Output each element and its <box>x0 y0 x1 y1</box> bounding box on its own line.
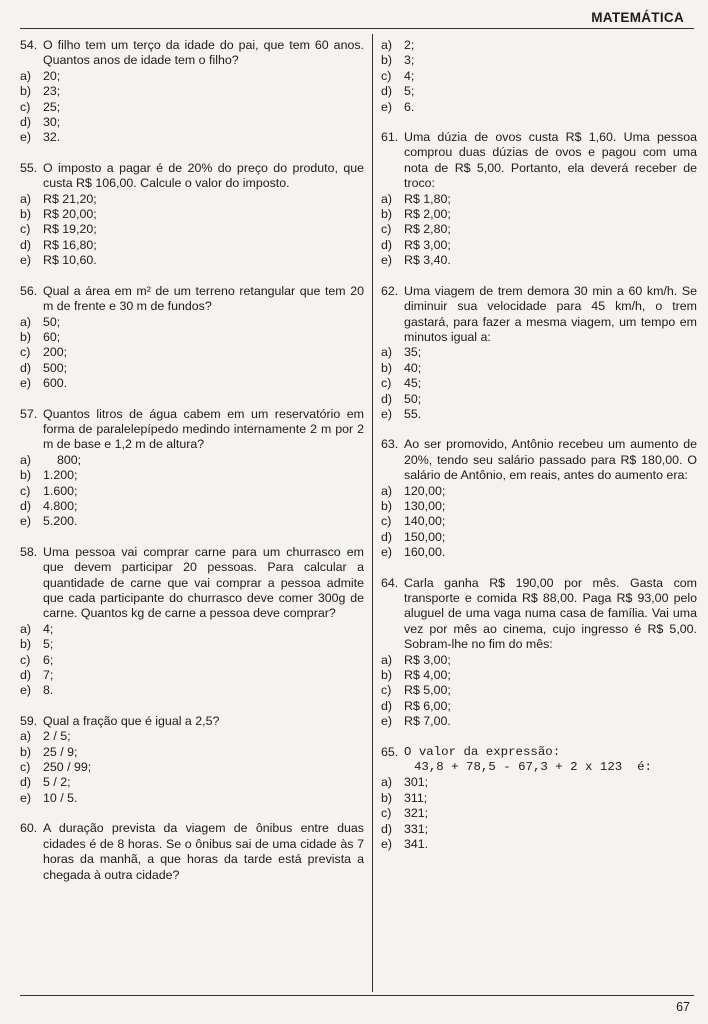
answer-option <box>381 207 697 222</box>
answer-option <box>20 760 364 775</box>
answer-option <box>381 407 697 422</box>
question-number: 55. <box>20 160 38 175</box>
answer-option <box>20 637 364 652</box>
option-letter: d) <box>20 775 32 790</box>
answer-option <box>381 837 697 852</box>
answer-option <box>20 683 364 698</box>
option-text: 5.200. <box>43 514 78 529</box>
option-letter: c) <box>381 222 392 237</box>
header-rule <box>20 28 694 29</box>
answer-option <box>381 484 697 499</box>
page-number: 67 <box>676 1000 690 1014</box>
answer-option <box>381 222 697 237</box>
option-letter: e) <box>20 790 32 805</box>
option-letter: b) <box>381 790 393 805</box>
option-text: 301; <box>404 775 429 790</box>
answer-option <box>381 653 697 668</box>
option-text: R$ 19,20; <box>43 222 97 237</box>
option-letter: d) <box>381 237 393 252</box>
question-64 <box>381 576 697 730</box>
option-text: R$ 1,80; <box>404 191 451 206</box>
footer-rule <box>20 995 694 996</box>
answer-option <box>20 745 364 760</box>
answer-option <box>381 345 697 360</box>
option-text: 50; <box>43 314 61 329</box>
option-letter: a) <box>381 775 393 790</box>
option-letter: a) <box>381 38 393 52</box>
question-text: O filho tem um terço da idade do pai, que tem 60 anos. Quantos anos de idade tem o filho? <box>43 38 364 68</box>
option-text: 45; <box>404 376 422 391</box>
option-letter: b) <box>20 744 32 759</box>
answer-option <box>20 69 364 84</box>
answer-option <box>20 253 364 268</box>
question-statement <box>20 714 364 729</box>
answer-option <box>381 714 697 729</box>
answer-option <box>20 100 364 115</box>
answer-option <box>381 775 697 790</box>
question-statement <box>20 38 364 69</box>
option-text: 250 / 99; <box>43 760 92 775</box>
question-58 <box>20 545 364 699</box>
option-text: 130,00; <box>404 498 446 513</box>
option-text: 4.800; <box>43 498 78 513</box>
answer-option <box>20 791 364 806</box>
option-text: 6; <box>43 652 54 667</box>
option-letter: e) <box>20 514 32 529</box>
answer-option <box>20 453 364 468</box>
answer-options <box>381 775 697 852</box>
answer-option <box>381 238 697 253</box>
answer-option <box>20 345 364 360</box>
question-text: Uma pessoa vai comprar carne para um churrasco em que devem participar 20 pessoas. Para calcular a quantidade de carne que vai comprar a pessoa admite que cada participante do churrasco deve comer 300g de carne. Quantos kg de carne a pessoa deve comprar? <box>43 544 364 621</box>
option-letter: e) <box>381 253 393 268</box>
option-text: 150,00; <box>404 529 446 544</box>
option-text: 10 / 5. <box>43 790 78 805</box>
option-text: 321; <box>404 806 429 821</box>
column-divider <box>372 34 373 992</box>
option-letter: d) <box>20 237 32 252</box>
question-text: O valor da expressão: <box>404 744 561 759</box>
option-letter: c) <box>20 345 31 360</box>
question-statement <box>381 437 697 483</box>
option-text: R$ 4,00; <box>404 668 451 683</box>
option-text: R$ 16,80; <box>43 237 97 252</box>
question-text: Qual a área em m² de um terreno retangular que tem 20 m de frente e 30 m de fundos? <box>43 283 364 314</box>
answer-option <box>20 468 364 483</box>
option-text: R$ 2,80; <box>404 222 451 237</box>
option-letter: b) <box>20 468 32 483</box>
option-text: 5 / 2; <box>43 775 71 790</box>
math-expression: 43,8 + 78,5 - 67,3 + 2 x 123 é: <box>414 760 652 775</box>
option-text: 4; <box>43 621 54 636</box>
question-statement <box>381 576 697 653</box>
option-letter: e) <box>381 837 393 852</box>
option-letter: c) <box>20 760 31 775</box>
question-number: 54. <box>20 38 38 52</box>
option-letter: b) <box>20 637 32 652</box>
option-letter: d) <box>20 360 32 375</box>
question-statement <box>20 407 364 453</box>
answer-option <box>381 376 697 391</box>
option-text: 3; <box>404 53 415 68</box>
option-text: 311; <box>404 790 428 805</box>
question-number: 65. <box>381 744 399 759</box>
option-letter: c) <box>381 806 392 821</box>
question-text: O imposto a pagar é de 20% do preço do produto, que custa R$ 106,00. Calcule o valor do imposto. <box>43 160 364 191</box>
answer-option <box>20 484 364 499</box>
option-letter: a) <box>20 452 32 467</box>
option-text: R$ 20,00; <box>43 207 97 222</box>
option-letter: a) <box>20 314 32 329</box>
question-65 <box>381 745 697 853</box>
option-text: R$ 3,00; <box>404 652 451 667</box>
answer-option <box>20 84 364 99</box>
question-61 <box>381 130 697 269</box>
option-letter: c) <box>381 376 392 391</box>
question-statement <box>20 821 364 883</box>
option-text: 160,00. <box>404 545 446 560</box>
option-letter: c) <box>20 99 31 114</box>
answer-option <box>381 791 697 806</box>
option-text: 500; <box>43 360 68 375</box>
answer-option <box>381 530 697 545</box>
answer-option <box>381 69 697 84</box>
page-header <box>20 6 694 30</box>
question-statement <box>20 161 364 192</box>
option-letter: a) <box>20 68 32 83</box>
answer-option <box>20 361 364 376</box>
answer-option <box>20 622 364 637</box>
answer-option <box>20 238 364 253</box>
answer-option <box>381 668 697 683</box>
question-text: Qual a fração que é igual a 2,5? <box>43 713 220 728</box>
question-63 <box>381 437 697 560</box>
question-number: 56. <box>20 283 38 298</box>
answer-option <box>20 775 364 790</box>
question-text: Uma dúzia de ovos custa R$ 1,60. Uma pessoa comprou duas dúzias de ovos e pagou com uma nota de R$ 5,00. Portanto, ela deverá receber de troco: <box>404 130 697 191</box>
option-text: 32. <box>43 130 61 145</box>
option-letter: e) <box>20 130 32 145</box>
question-statement <box>381 130 697 192</box>
question-statement <box>20 545 364 622</box>
option-letter: a) <box>381 652 393 667</box>
option-text: R$ 10,60. <box>43 253 97 268</box>
question-number: 62. <box>381 283 399 298</box>
option-letter: b) <box>381 53 393 68</box>
question-57 <box>20 407 364 530</box>
option-letter: e) <box>381 99 393 114</box>
option-letter: e) <box>381 714 393 729</box>
option-text: R$ 7,00. <box>404 714 451 729</box>
answer-option <box>381 38 697 53</box>
option-text: 4; <box>404 68 415 83</box>
answer-option <box>20 499 364 514</box>
option-text: 2 / 5; <box>43 729 71 744</box>
question-statement <box>20 284 364 315</box>
option-text: 800; <box>57 452 82 467</box>
option-text: 30; <box>43 115 61 130</box>
question-text: Uma viagem de trem demora 30 min a 60 km/h. Se diminuir sua velocidade para 45 km/h, o trem gastará, para fazer a mesma viagem, um tempo em minutos igual a: <box>404 283 697 344</box>
option-letter: b) <box>381 207 393 222</box>
question-55 <box>20 161 364 269</box>
option-text: 5; <box>43 637 54 652</box>
option-letter: e) <box>20 253 32 268</box>
answer-option <box>381 822 697 837</box>
answer-option <box>20 207 364 222</box>
option-letter: e) <box>381 406 393 421</box>
option-text: 341. <box>404 837 429 852</box>
option-letter: b) <box>381 668 393 683</box>
question-number: 57. <box>20 406 38 421</box>
option-text: 120,00; <box>404 483 446 498</box>
right-column-questions <box>381 130 697 730</box>
answer-option <box>381 192 697 207</box>
answer-option <box>20 115 364 130</box>
option-text: 25; <box>43 99 61 114</box>
option-text: 40; <box>404 360 422 375</box>
option-letter: a) <box>20 729 32 744</box>
question-text: Carla ganha R$ 190,00 por mês. Gasta com transporte e comida R$ 88,00. Paga R$ 93,00 pelo aluguel de uma vaga numa casa de família. Vai uma vez por mês ao cinema, cujo ingresso é R$ 5,00. Sobram-lhe no fim do mês: <box>404 575 697 652</box>
answer-option <box>381 253 697 268</box>
option-letter: d) <box>381 391 393 406</box>
answer-option <box>20 653 364 668</box>
option-letter: d) <box>381 84 393 99</box>
option-letter: c) <box>381 514 392 529</box>
subject-title: MATEMÁTICA <box>591 10 684 25</box>
option-letter: d) <box>381 698 393 713</box>
answer-option <box>20 315 364 330</box>
option-text: 23; <box>43 84 61 99</box>
option-letter: b) <box>20 329 32 344</box>
option-text: 200; <box>43 345 68 360</box>
option-text: 25 / 9; <box>43 744 78 759</box>
question-59 <box>20 714 364 806</box>
option-text: 1.200; <box>43 468 78 483</box>
answer-option <box>20 330 364 345</box>
option-text: 6. <box>404 99 415 114</box>
question-60 <box>20 821 364 883</box>
answer-option <box>381 499 697 514</box>
answer-option <box>381 699 697 714</box>
question-number: 64. <box>381 575 399 590</box>
option-letter: d) <box>381 529 393 544</box>
question-60-options <box>381 38 697 115</box>
option-text: 20; <box>43 68 61 83</box>
question-statement <box>381 284 697 346</box>
option-letter: d) <box>381 821 393 836</box>
option-letter: d) <box>20 115 32 130</box>
option-letter: a) <box>381 191 393 206</box>
left-column <box>20 38 364 898</box>
option-text: 35; <box>404 345 422 360</box>
answer-option <box>20 729 364 744</box>
option-text: 55. <box>404 406 422 421</box>
answer-option <box>20 130 364 145</box>
answer-option <box>381 545 697 560</box>
answer-option <box>20 222 364 237</box>
answer-option <box>381 361 697 376</box>
answer-option <box>381 806 697 821</box>
option-text: 2; <box>404 38 415 52</box>
option-letter: c) <box>381 683 392 698</box>
option-letter: b) <box>20 207 32 222</box>
option-letter: a) <box>20 621 32 636</box>
answer-option <box>20 192 364 207</box>
question-54 <box>20 38 364 146</box>
answer-option <box>381 100 697 115</box>
option-letter: c) <box>20 483 31 498</box>
option-text: 331; <box>404 821 429 836</box>
answer-option <box>20 376 364 391</box>
answer-option <box>20 514 364 529</box>
answer-option <box>381 392 697 407</box>
option-letter: e) <box>381 545 393 560</box>
option-text: 5; <box>404 84 415 99</box>
option-text: R$ 6,00; <box>404 698 451 713</box>
answer-option <box>20 668 364 683</box>
option-text: R$ 2,00; <box>404 207 451 222</box>
option-letter: e) <box>20 376 32 391</box>
option-text: 8. <box>43 683 54 698</box>
answer-option <box>381 53 697 68</box>
option-letter: c) <box>20 222 31 237</box>
option-letter: c) <box>20 652 31 667</box>
option-letter: d) <box>20 498 32 513</box>
option-text: 7; <box>43 668 54 683</box>
question-text: Ao ser promovido, Antônio recebeu um aumento de 20%, tendo seu salário passado para R$ 180,00. O salário de Antônio, em reais, antes do aumento era: <box>404 437 697 483</box>
question-number: 60. <box>20 821 38 836</box>
option-text: 600. <box>43 376 68 391</box>
option-letter: e) <box>20 683 32 698</box>
question-56 <box>20 284 364 392</box>
question-number: 61. <box>381 130 399 145</box>
option-letter: b) <box>381 360 393 375</box>
option-letter: b) <box>20 84 32 99</box>
option-text: R$ 5,00; <box>404 683 451 698</box>
option-letter: d) <box>20 668 32 683</box>
question-text: A duração prevista da viagem de ônibus entre duas cidades é de 8 horas. Se o ônibus sai de uma cidade às 7 horas da manhã, a que horas da tarde está prevista a chegada à outra cidade? <box>43 821 364 882</box>
right-column <box>381 38 697 868</box>
question-number: 58. <box>20 544 38 559</box>
question-number: 59. <box>20 713 38 728</box>
option-letter: b) <box>381 498 393 513</box>
option-text: R$ 3,00; <box>404 237 451 252</box>
option-letter: a) <box>381 483 393 498</box>
option-letter: a) <box>20 191 32 206</box>
answer-option <box>381 514 697 529</box>
option-text: 140,00; <box>404 514 446 529</box>
option-text: R$ 21,20; <box>43 191 97 206</box>
question-text: Quantos litros de água cabem em um reservatório em forma de paralelepípedo medindo internamente 2 m por 2 m de base e 1,2 m de altura? <box>43 406 364 452</box>
option-letter: a) <box>381 345 393 360</box>
option-text: R$ 3,40. <box>404 253 451 268</box>
option-text: 50; <box>404 391 422 406</box>
option-text: 1.600; <box>43 483 78 498</box>
option-text: 60; <box>43 329 61 344</box>
option-letter: c) <box>381 68 392 83</box>
question-number: 63. <box>381 437 399 452</box>
question-62 <box>381 284 697 423</box>
answer-option <box>381 84 697 99</box>
answer-option <box>381 683 697 698</box>
